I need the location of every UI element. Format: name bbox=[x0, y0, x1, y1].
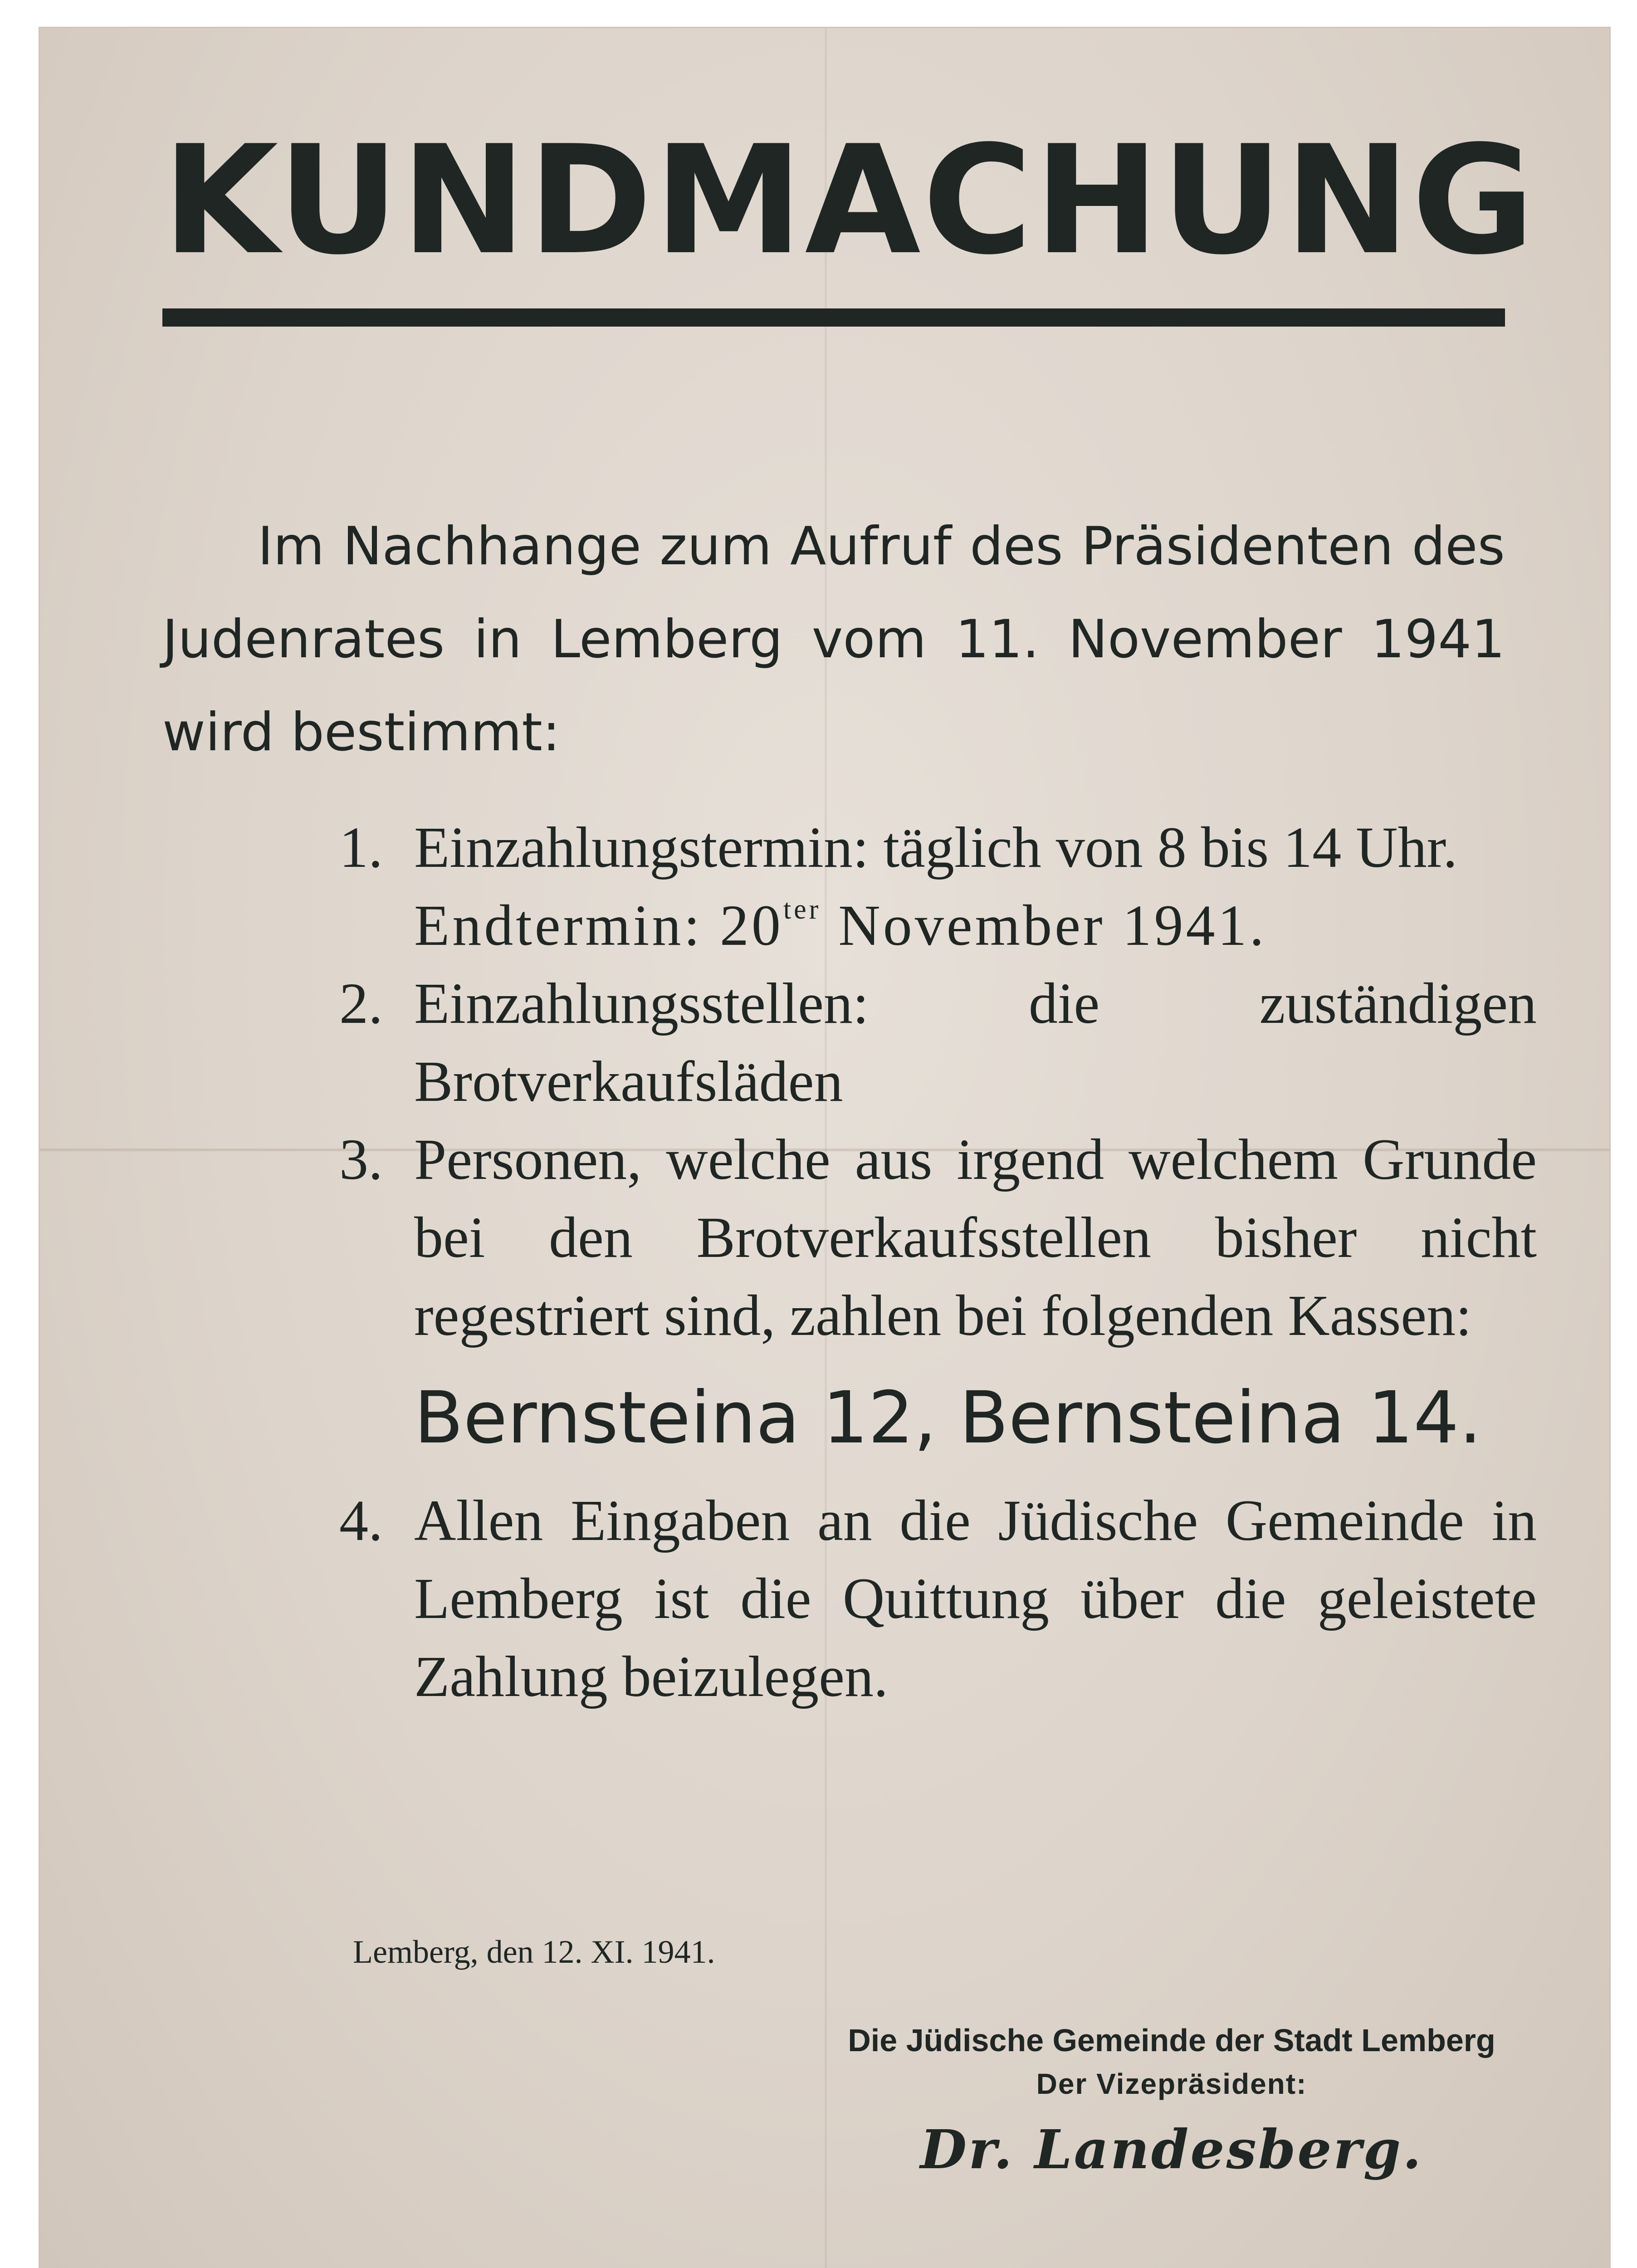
signer-name: Dr. Landesberg. bbox=[920, 2118, 1423, 2181]
item-text bbox=[414, 808, 1537, 964]
end-date-suffix: November 1941. bbox=[821, 893, 1267, 958]
signer-title: Der Vizepräsident: bbox=[1036, 2068, 1307, 2100]
item-text-main: Einzahlungstermin: täglich von 8 bis 14 Uhr. bbox=[414, 815, 1458, 880]
signature-block bbox=[811, 2019, 1532, 2193]
list-item bbox=[339, 1120, 1537, 1354]
item-number: 1. bbox=[339, 815, 383, 880]
item-list bbox=[339, 808, 1537, 1716]
title-underline bbox=[162, 308, 1505, 327]
list-item bbox=[339, 808, 1537, 964]
item-number: 3. bbox=[339, 1127, 383, 1192]
item-text: Personen, welche aus irgend welchem Grunde bei den Brotverkaufsstellen bisher nicht regestriert sind, zahlen bei folgenden Kassen: bbox=[414, 1127, 1537, 1348]
notice-title: KUNDMACHUNG bbox=[162, 113, 1537, 288]
list-item bbox=[339, 1481, 1537, 1716]
item-text: Allen Eingaben an die Jüdische Gemeinde in Lemberg ist die Quittung über die geleistete Zahlung beizulegen. bbox=[414, 1488, 1537, 1709]
item-number: 4. bbox=[339, 1488, 383, 1553]
intro-paragraph: Im Nachhange zum Aufruf des Präsidenten des Judenrates in Lemberg vom 11. November 1941 wird bestimmt: bbox=[162, 516, 1505, 763]
end-date-prefix: Endtermin: 20 bbox=[414, 893, 783, 958]
item-number: 2. bbox=[339, 971, 383, 1036]
paper-sheet bbox=[40, 28, 1609, 2268]
ordinal-suffix: ter bbox=[783, 894, 821, 925]
place-and-date: Lemberg, den 12. XI. 1941. bbox=[353, 1934, 715, 1970]
list-item bbox=[339, 964, 1537, 1120]
end-date-line bbox=[414, 886, 1537, 964]
item-text: Einzahlungsstellen: die zuständigen Brotverkaufsläden bbox=[414, 971, 1537, 1114]
issuer-name: Die Jüdische Gemeinde der Stadt Lemberg bbox=[848, 2023, 1495, 2058]
cashier-address: Bernsteina 12, Bernsteina 14. bbox=[414, 1376, 1482, 1460]
